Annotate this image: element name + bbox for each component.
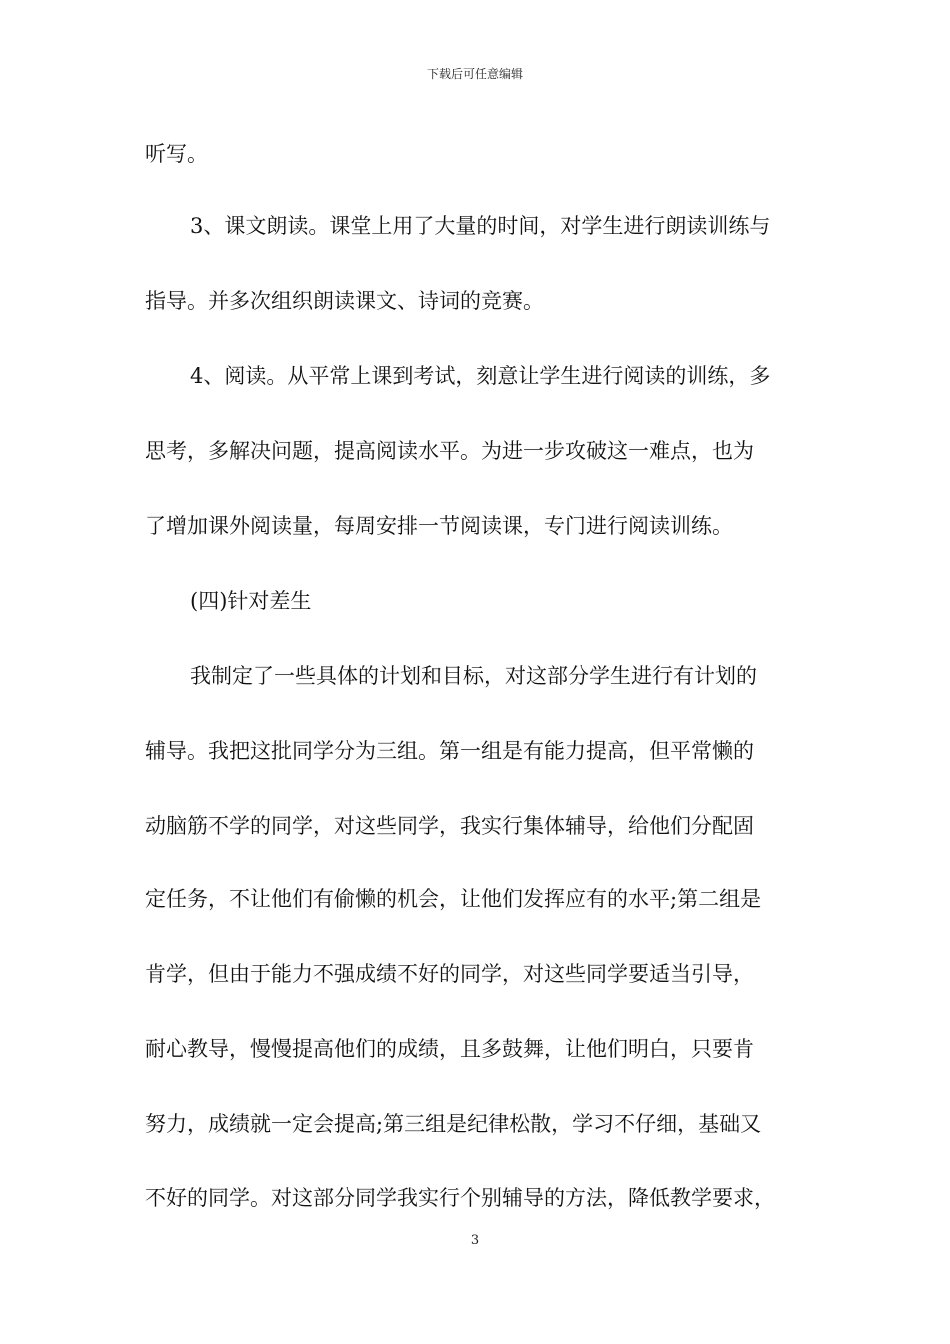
text-line: 指导。并多次组织朗读课文、诗词的竞赛。 bbox=[145, 289, 544, 313]
text-line: 思考，多解决问题，提高阅读水平。为进一步攻破这一难点，也为 bbox=[145, 439, 754, 463]
text-line: 肯学，但由于能力不强成绩不好的同学，对这些同学要适当引导， bbox=[145, 962, 754, 986]
text-line: 努力，成绩就一定会提高;第三组是纪律松散，学习不仔细，基础又 bbox=[145, 1112, 762, 1136]
text-line: 动脑筋不学的同学，对这些同学，我实行集体辅导，给他们分配固 bbox=[145, 814, 754, 838]
text-line: 辅导。我把这批同学分为三组。第一组是有能力提高，但平常懒的 bbox=[145, 739, 754, 763]
text-line: 3、课文朗读。课堂上用了大量的时间，对学生进行朗读训练与 bbox=[190, 214, 771, 238]
text-line: 听写。 bbox=[145, 142, 208, 166]
text-line: 定任务，不让他们有偷懒的机会，让他们发挥应有的水平;第二组是 bbox=[145, 887, 762, 911]
text-line: 不好的同学。对这部分同学我实行个别辅导的方法，降低教学要求， bbox=[145, 1186, 775, 1210]
page-header: 下载后可任意编辑 bbox=[426, 67, 523, 81]
section-heading: (四)针对差生 bbox=[190, 589, 312, 613]
text-line: 耐心教导，慢慢提高他们的成绩，且多鼓舞，让他们明白，只要肯 bbox=[145, 1037, 754, 1061]
text-line: 我制定了一些具体的计划和目标，对这部分学生进行有计划的 bbox=[190, 664, 757, 688]
text-line: 了增加课外阅读量，每周安排一节阅读课，专门进行阅读训练。 bbox=[145, 514, 733, 538]
text-line: 4、阅读。从平常上课到考试，刻意让学生进行阅读的训练，多 bbox=[190, 364, 771, 388]
page-number: 3 bbox=[470, 1233, 480, 1248]
